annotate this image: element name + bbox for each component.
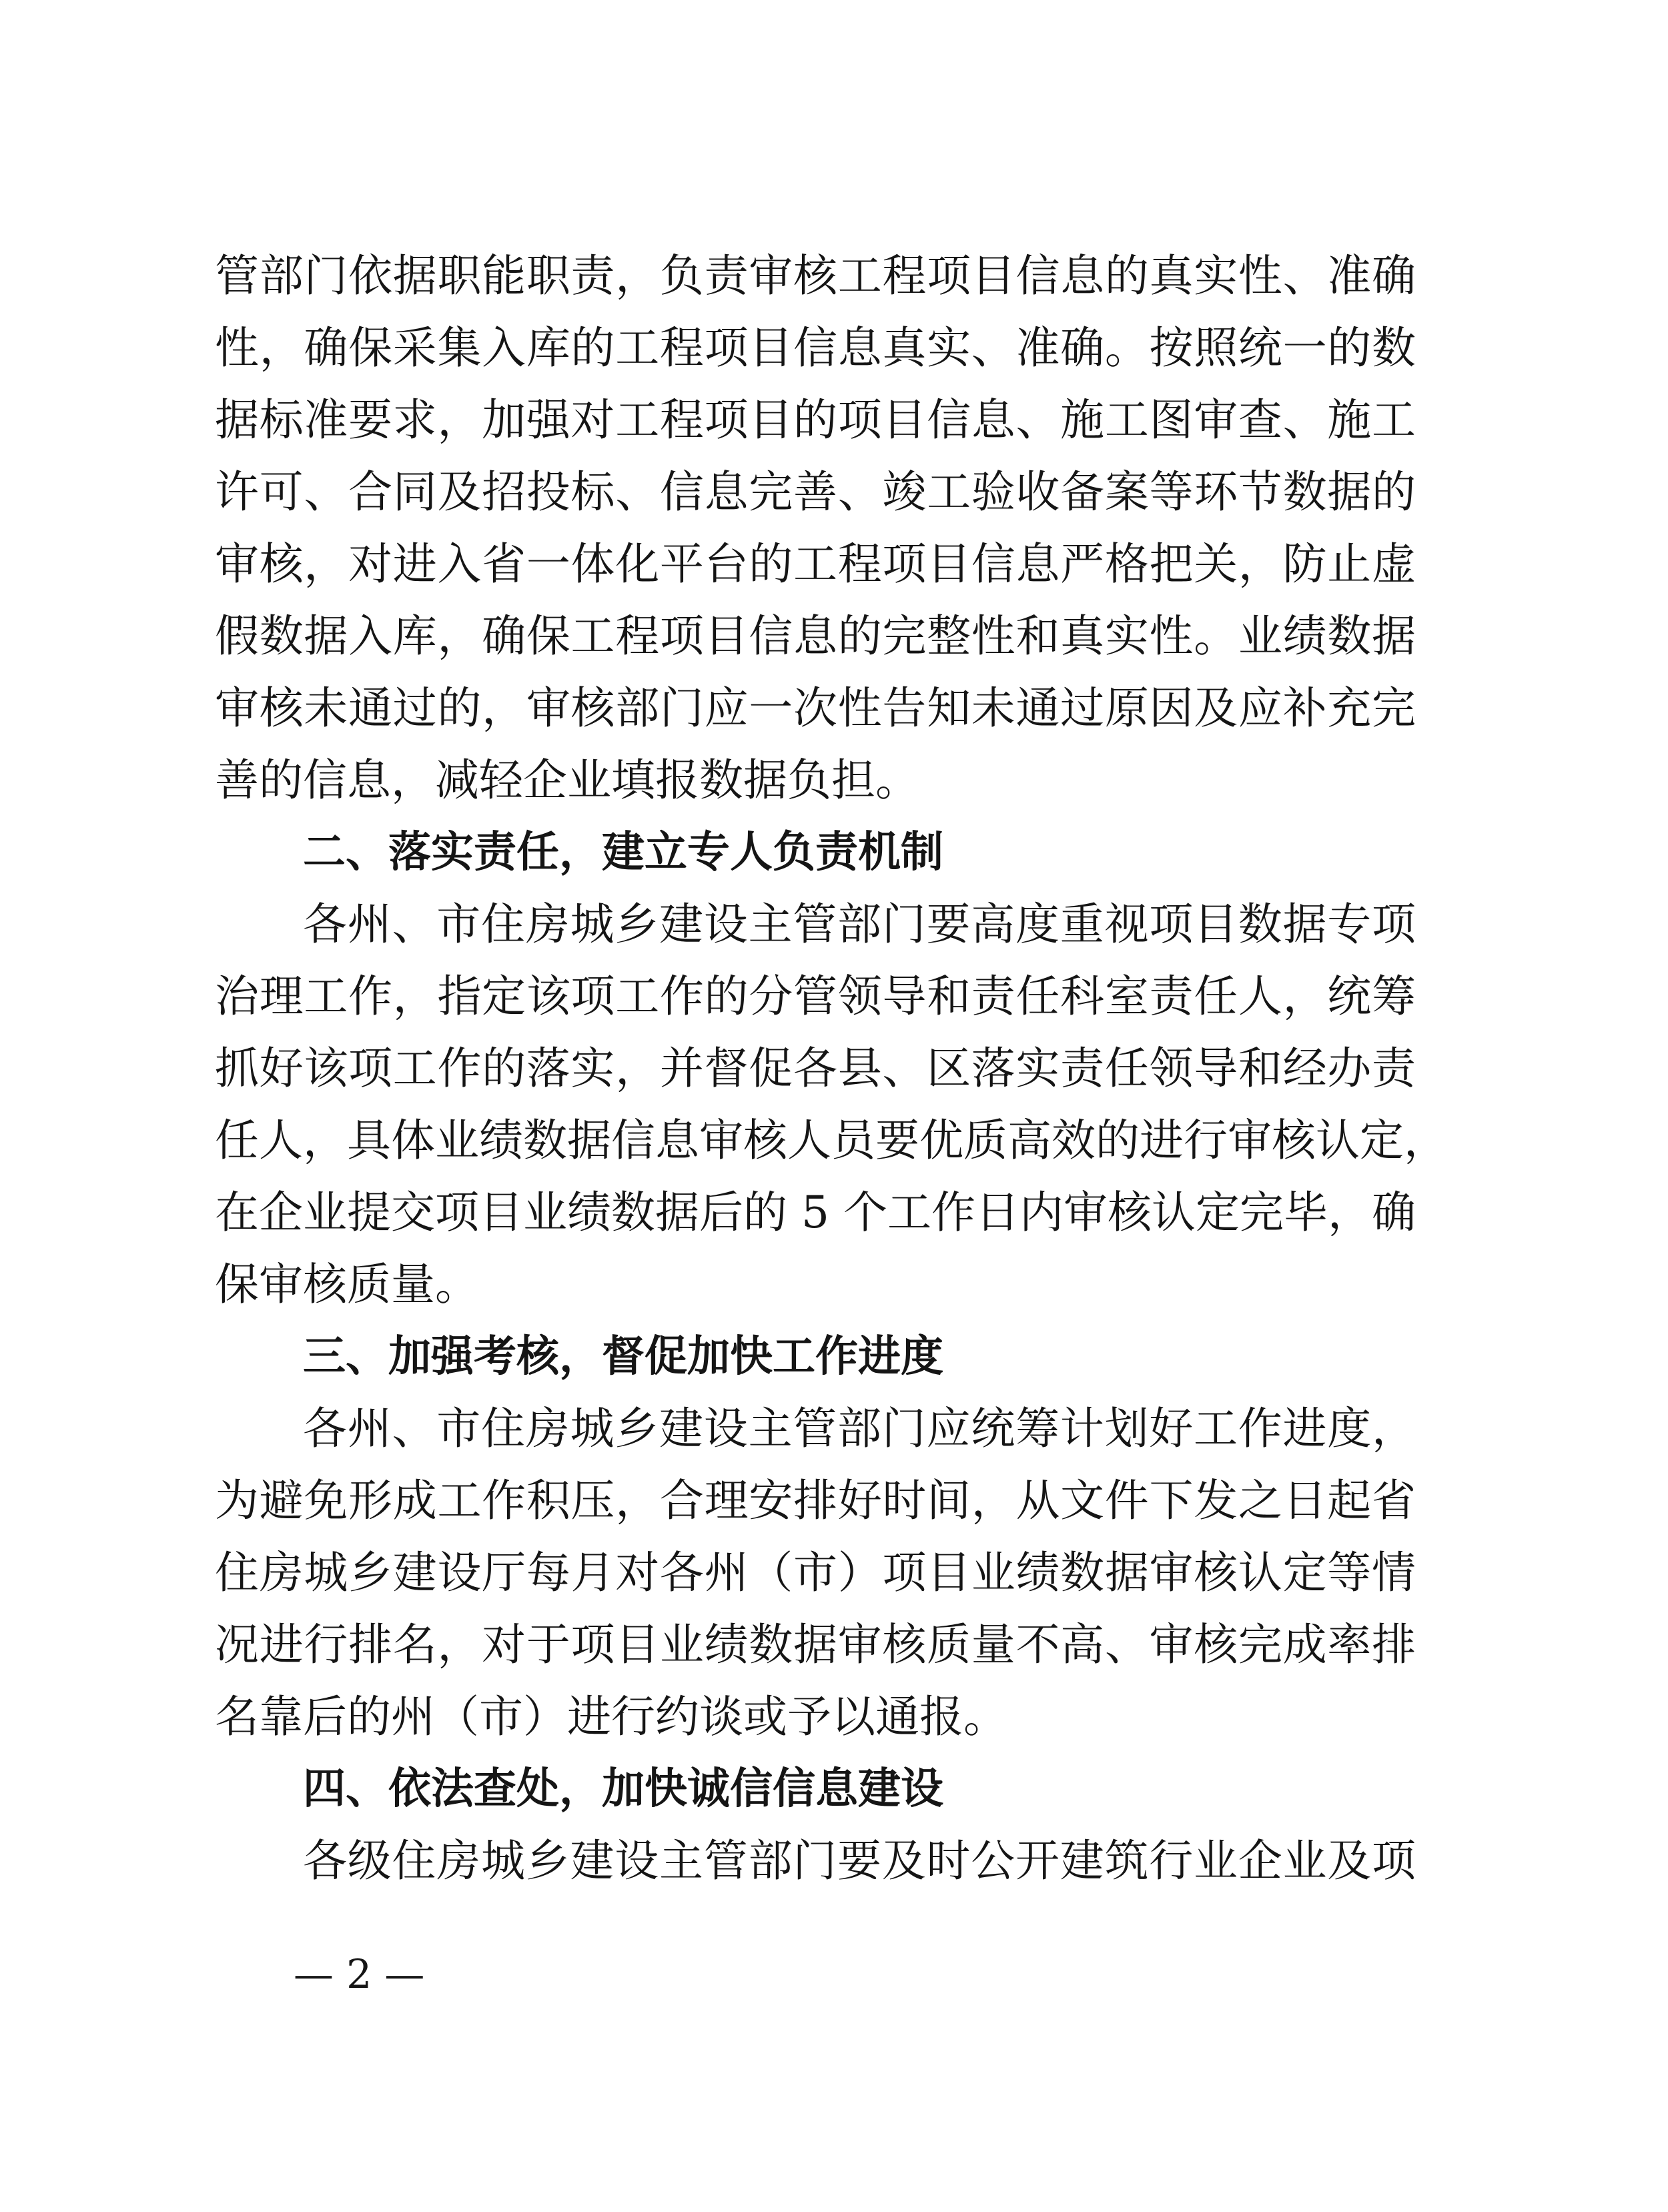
section-heading-2: 二、落实责任，建立专人负责机制: [303, 828, 943, 877]
text-line: 审核，对进入省一体化平台的工程项目信息严格把关，防止虚: [215, 538, 1416, 590]
text-line: 保审核质量。: [215, 1259, 479, 1310]
text-line: 性，确保采集入库的工程项目信息真实、准确。按照统一的数: [215, 322, 1416, 374]
text-line: 假数据入库，确保工程项目信息的完整性和真实性。业绩数据: [215, 610, 1416, 662]
document-body: [215, 240, 1448, 1897]
text-line: 各级住房城乡建设主管部门要及时公开建筑行业企业及项: [303, 1835, 1416, 1886]
page-number: — 2 —: [294, 1951, 425, 1998]
text-line: 在企业提交项目业绩数据后的 5 个工作日内审核认定完毕，确: [215, 1187, 1416, 1238]
paragraph-continued: [215, 240, 1416, 816]
text-line: 任人，具体业绩数据信息审核人员要优质高效的进行审核认定，: [215, 1115, 1448, 1166]
section-heading-3: 三、加强考核，督促加快工作进度: [303, 1332, 943, 1381]
text-line: 况进行排名，对于项目业绩数据审核质量不高、审核完成率排: [215, 1619, 1416, 1670]
text-line: 为避免形成工作积压，合理安排好时间，从文件下发之日起省: [215, 1475, 1416, 1526]
text-line: 治理工作，指定该项工作的分管领导和责任科室责任人，统筹: [215, 971, 1416, 1022]
section-heading-4: 四、依法查处，加快诚信信息建设: [303, 1764, 943, 1814]
text-line: 许可、合同及招投标、信息完善、竣工验收备案等环节数据的: [215, 466, 1416, 518]
section-2-paragraph: [215, 889, 1448, 1321]
text-line: 各州、市住房城乡建设主管部门要高度重视项目数据专项: [303, 899, 1416, 950]
text-line: 善的信息，减轻企业填报数据负担。: [215, 754, 919, 806]
text-line: 各州、市住房城乡建设主管部门应统筹计划好工作进度，: [303, 1403, 1416, 1454]
section-3-paragraph: [215, 1393, 1416, 1753]
section-4-paragraph: [215, 1825, 1416, 1897]
text-line: 据标准要求，加强对工程项目的项目信息、施工图审查、施工: [215, 394, 1416, 446]
text-line: 抓好该项工作的落实，并督促各县、区落实责任领导和经办责: [215, 1043, 1416, 1094]
text-line: 住房城乡建设厅每月对各州（市）项目业绩数据审核认定等情: [215, 1547, 1416, 1598]
text-line: 名靠后的州（市）进行约谈或予以通报。: [215, 1691, 1007, 1742]
text-line: 管部门依据职能职责，负责审核工程项目信息的真实性、准确: [215, 250, 1416, 302]
text-line: 审核未通过的，审核部门应一次性告知未通过原因及应补充完: [215, 682, 1416, 734]
